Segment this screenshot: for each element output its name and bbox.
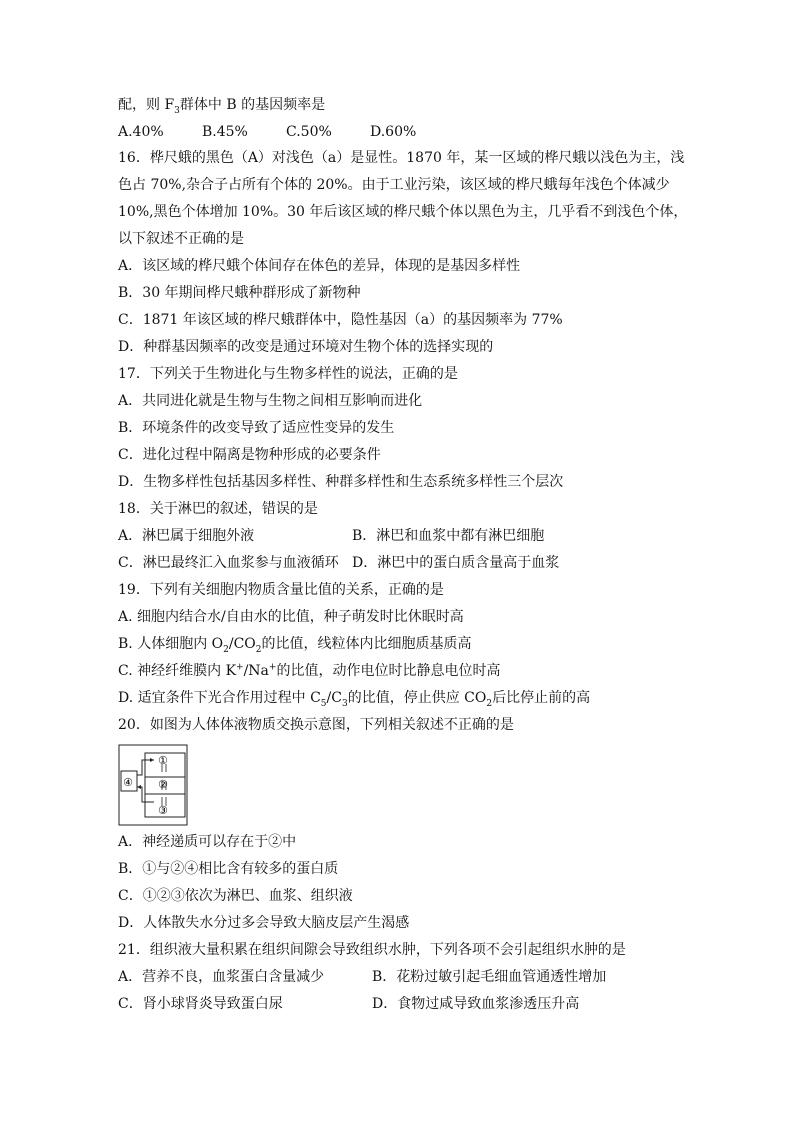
q20-stem: 20．如图为人体体液物质交换示意图，下列相关叙述不正确的是 [118, 717, 514, 733]
q16-stem-line-1: 16．桦尺蛾的黑色（A）对浅色（a）是显性。1870 年，某一区域的桦尺蛾以浅色为主，浅 [118, 150, 685, 166]
q17-stem: 17．下列关于生物进化与生物多样性的说法，正确的是 [118, 366, 458, 382]
q16-option-a: A．该区域的桦尺蛾个体间存在体色的差异，体现的是基因多样性 [118, 258, 521, 274]
q19-option-c: C. 神经纤维膜内 K+/Na+的比值，动作电位时比静息电位时高 [118, 662, 501, 679]
fig-label-2: ② [158, 778, 168, 791]
fig-label-3: ③ [158, 804, 168, 817]
q20-option-d: D．人体散失水分过多会导致大脑皮层产生渴感 [118, 915, 410, 931]
body-fluid-exchange-diagram [118, 744, 188, 826]
q18-option-a: A．淋巴属于细胞外液 [118, 528, 255, 544]
q17-option-d: D．生物多样性包括基因多样性、种群多样性和生态系统多样性三个层次 [118, 474, 564, 490]
q16-stem-line-4: 以下叙述不正确的是 [118, 231, 244, 247]
q18-stem: 18．关于淋巴的叙述，错误的是 [118, 501, 318, 517]
q16-option-d: D．种群基因频率的改变是通过环境对生物个体的选择实现的 [118, 339, 494, 355]
q16-stem-line-2: 色占 70%,杂合子占所有个体的 20%。由于工业污染，该区域的桦尺蛾每年浅色个体减少 [118, 177, 670, 193]
q21-option-d: D．食物过咸导致血浆渗透压升高 [372, 996, 580, 1012]
q21-option-a: A．营养不良，血浆蛋白含量减少 [118, 969, 325, 985]
q15-option-a: A.40% [118, 124, 164, 140]
q15-option-b: B.45% [202, 124, 248, 140]
q20-option-a: A．神经递质可以存在于②中 [118, 834, 297, 850]
q21-stem: 21．组织液大量积累在组织间隙会导致组织水肿，下列各项不会引起组织水肿的是 [118, 942, 626, 958]
q16-option-c: C．1871 年该区域的桦尺蛾群体中，隐性基因（a）的基因频率为 77% [118, 312, 563, 328]
q19-option-a: A. 细胞内结合水/自由水的比值，种子萌发时比休眠时高 [118, 609, 464, 625]
fig-label-1: ① [158, 754, 168, 767]
q17-option-b: B．环境条件的改变导致了适应性变异的发生 [118, 420, 395, 436]
fig-label-4: ④ [123, 776, 133, 789]
q21-option-b: B．花粉过敏引起毛细血管通透性增加 [372, 969, 607, 985]
q20-option-c: C．①②③依次为淋巴、血浆、组织液 [118, 888, 353, 904]
q15-option-d: D.60% [370, 124, 417, 140]
q19-option-d: D. 适宜条件下光合作用过程中 $C_5/C_3$的比值，停止供应 $CO_2$后比停止前的高 [118, 690, 591, 709]
q15-option-c: C.50% [286, 124, 332, 140]
q19-option-b: B. 人体细胞内 $O_2/CO_2$的比值，线粒体内比细胞质基质高 [118, 636, 472, 655]
q18-option-b: B．淋巴和血浆中都有淋巴细胞 [352, 528, 545, 544]
q18-option-c: C．淋巴最终汇入血浆参与血液循环 [118, 555, 339, 571]
q16-stem-line-3: 10%,黑色个体增加 10%。30 年后该区域的桦尺蛾个体以黑色为主，几乎看不到浅色个体， [118, 204, 688, 220]
q17-option-c: C．进化过程中隔离是物种形成的必要条件 [118, 447, 381, 463]
q15-stem-continuation: 配，则 $F_3$群体中 B 的基因频率是 [118, 97, 326, 116]
q17-option-a: A．共同进化就是生物与生物之间相互影响而进化 [118, 393, 423, 409]
q21-option-c: C．肾小球肾炎导致蛋白尿 [118, 996, 283, 1012]
q16-option-b: B．30 年期间桦尺蛾种群形成了新物种 [118, 285, 361, 301]
q20-option-b: B．①与②④相比含有较多的蛋白质 [118, 861, 339, 877]
q19-stem: 19．下列有关细胞内物质含量比值的关系，正确的是 [118, 582, 444, 598]
q18-option-d: D．淋巴中的蛋白质含量高于血浆 [352, 555, 560, 571]
